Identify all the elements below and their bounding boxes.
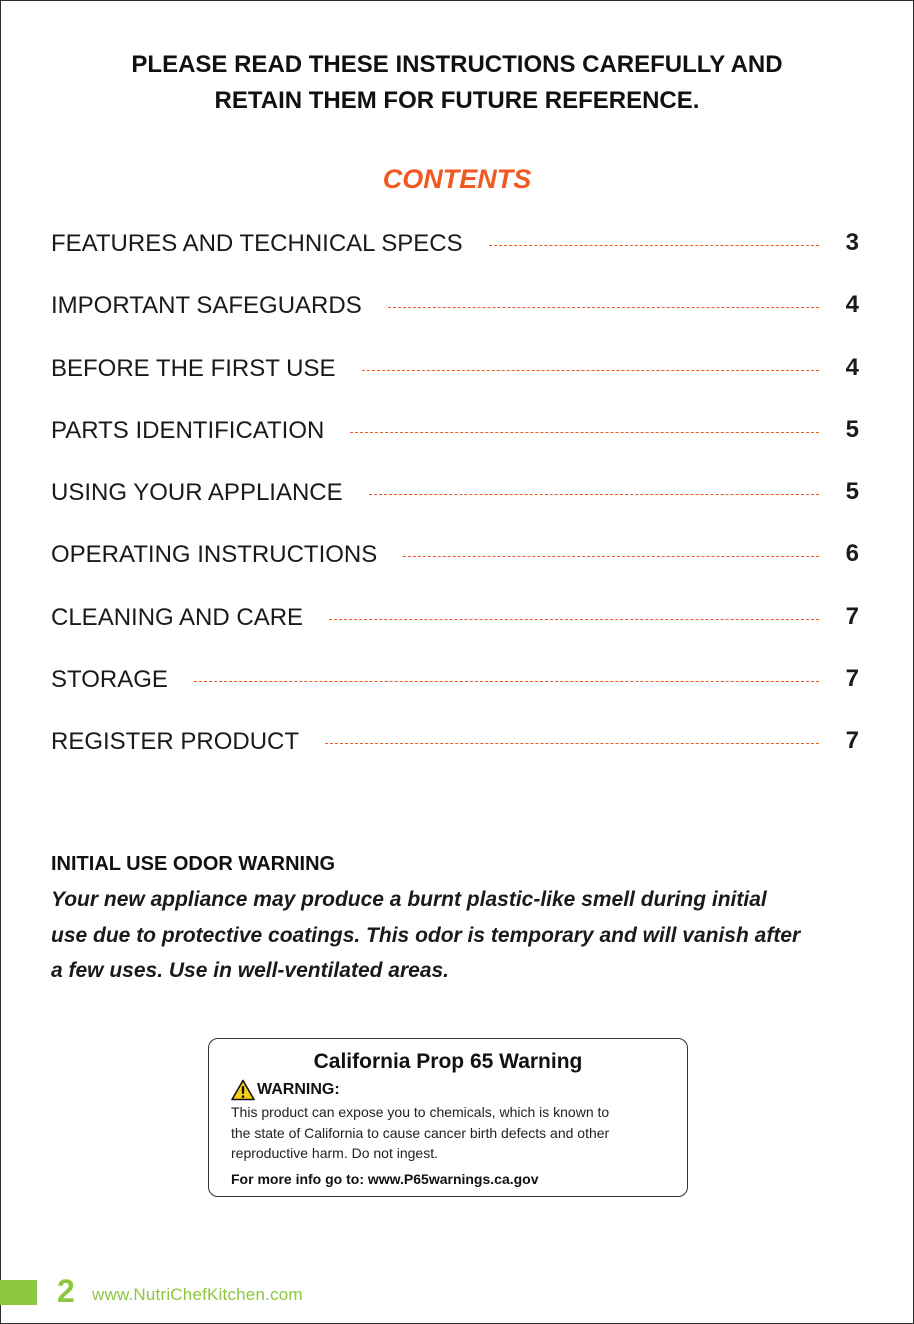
header-line-1: PLEASE READ THESE INSTRUCTIONS CAREFULLY AND (131, 51, 783, 78)
toc-row[interactable] (51, 290, 859, 352)
footer-website-link[interactable]: www.NutriChefKitchen.com (92, 1285, 303, 1304)
toc-page-number: 5 (845, 478, 859, 506)
prop65-text-line: reproductive harm. Do not ingest. (231, 1145, 438, 1161)
toc-page-number: 7 (845, 727, 859, 755)
toc-label: CLEANING AND CARE (51, 603, 304, 631)
toc-leader (362, 370, 820, 371)
toc-row[interactable] (51, 415, 859, 477)
prop65-text (231, 1102, 665, 1164)
table-of-contents (51, 228, 859, 789)
odor-warning-line: Your new appliance may produce a burnt plastic-like smell during initial (51, 888, 767, 911)
header-line-2: RETAIN THEM FOR FUTURE REFERENCE. (214, 87, 700, 114)
toc-leader (369, 494, 819, 495)
toc-page-number: 4 (845, 353, 859, 381)
toc-row[interactable] (51, 664, 859, 726)
prop65-text-line: This product can expose you to chemicals, which is known to (231, 1104, 610, 1120)
toc-label: PARTS IDENTIFICATION (51, 416, 325, 444)
toc-row[interactable] (51, 477, 859, 539)
prop65-warning-label-row (231, 1079, 665, 1101)
odor-warning-line: use due to protective coatings. This odor is temporary and will vanish after (51, 923, 801, 947)
toc-leader (350, 432, 819, 433)
contents-title: CONTENTS (382, 164, 532, 194)
toc-label: IMPORTANT SAFEGUARDS (51, 292, 362, 320)
toc-label: BEFORE THE FIRST USE (51, 354, 336, 382)
toc-page-number: 6 (845, 540, 859, 568)
toc-label: STORAGE (51, 666, 168, 694)
prop65-warning-label: WARNING: (257, 1081, 340, 1098)
toc-row[interactable] (51, 602, 859, 664)
toc-row[interactable] (51, 539, 859, 601)
footer-page-number: 2 (57, 1273, 75, 1309)
toc-page-number: 7 (845, 665, 859, 693)
toc-leader (403, 556, 819, 557)
toc-leader (489, 245, 819, 246)
page-header (0, 47, 914, 119)
toc-row[interactable] (51, 353, 859, 415)
toc-leader (329, 619, 819, 620)
odor-warning-body (51, 882, 871, 989)
prop65-warning-box (208, 1038, 688, 1197)
toc-page-number: 4 (845, 291, 859, 319)
toc-label: REGISTER PRODUCT (51, 728, 300, 756)
warning-triangle-icon (231, 1079, 255, 1101)
prop65-more-info[interactable]: For more info go to: www.P65warnings.ca.gov (231, 1170, 539, 1187)
toc-page-number: 5 (845, 415, 859, 443)
toc-leader (194, 681, 819, 682)
prop65-text-line: the state of California to cause cancer birth defects and other (231, 1124, 610, 1141)
odor-warning-line: a few uses. Use in well-ventilated areas. (51, 959, 450, 982)
odor-warning-title: INITIAL USE ODOR WARNING (51, 853, 336, 875)
toc-row[interactable] (51, 726, 859, 788)
footer-accent-bar (0, 1280, 37, 1305)
toc-page-number: 3 (845, 229, 859, 256)
toc-label: USING YOUR APPLIANCE (51, 479, 343, 507)
toc-leader (325, 743, 819, 744)
toc-row[interactable] (51, 228, 859, 290)
toc-page-number: 7 (845, 602, 859, 630)
odor-warning-section (51, 850, 871, 989)
toc-leader (388, 307, 819, 308)
toc-label: OPERATING INSTRUCTIONS (51, 541, 378, 569)
toc-label: FEATURES AND TECHNICAL SPECS (51, 230, 463, 257)
prop65-title: California Prop 65 Warning (313, 1050, 583, 1073)
